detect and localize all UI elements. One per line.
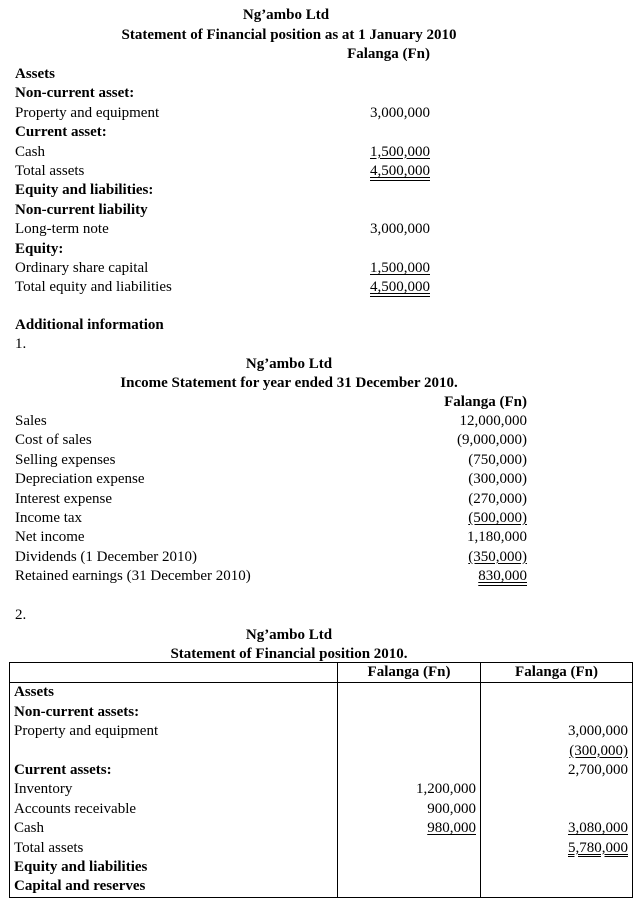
closing-row-col1 (338, 761, 481, 780)
opening-row-label-property-and-equipment: Property and equipment (15, 104, 160, 121)
closing-row-col2 (481, 722, 633, 741)
income-row-label-interest-expense: Interest expense (15, 490, 113, 507)
table-row (10, 858, 633, 877)
income-row-label-depreciation-expense: Depreciation expense (15, 471, 145, 488)
closing-col2-value: 3,080,000 (568, 820, 628, 837)
closing-row-col1 (338, 703, 481, 722)
opening-row-value: 3,000,000 (370, 221, 430, 238)
additional-item-1: 1. (15, 336, 27, 352)
closing-row-label: Accounts receivable (10, 800, 338, 819)
closing-row-col1 (338, 683, 481, 703)
closing-col2-value: (300,000) (569, 742, 628, 759)
closing-row-label: Equity and liabilities (10, 858, 338, 877)
closing-title: Statement of Financial position 2010. (170, 646, 408, 662)
opening-row-value: 4,500,000 (370, 163, 430, 179)
closing-statement-table (9, 662, 633, 898)
table-row (10, 742, 633, 761)
income-row-label-cost-of-sales: Cost of sales (15, 432, 92, 449)
closing-header-label (10, 663, 338, 683)
closing-col2-value: 2,700,000 (568, 762, 628, 779)
opening-row-label-equity: Equity: (15, 240, 64, 257)
opening-row-label-non-current-asset: Non-current asset: (15, 85, 135, 102)
income-row-value: (270,000) (468, 490, 527, 507)
income-row-value: 830,000 (478, 568, 527, 585)
table-row (10, 722, 633, 741)
table-row (10, 703, 633, 722)
opening-row-value: 4,500,000 (370, 279, 430, 296)
opening-column-header: Falanga (Fn) (347, 46, 430, 62)
income-row-value: 12,000,000 (459, 413, 527, 429)
closing-col1-value: 980,000 (427, 820, 476, 837)
opening-title: Statement of Financial position as at 1 January 2010 (121, 27, 457, 43)
income-row-value: (350,000) (468, 548, 527, 565)
closing-header-row (10, 663, 633, 683)
closing-row-col1 (338, 858, 481, 877)
closing-row-col2 (481, 839, 633, 858)
closing-row-col2 (481, 858, 633, 877)
opening-row-label-cash: Cash (15, 143, 45, 160)
income-row-value: (500,000) (468, 510, 527, 526)
closing-row-col1 (338, 877, 481, 897)
closing-row-col2 (481, 780, 633, 799)
table-row (10, 877, 633, 897)
opening-row-label-long-term-note: Long-term note (15, 221, 109, 238)
income-row-value: (750,000) (468, 451, 527, 468)
opening-row-label-total-equity-and-liabilities: Total equity and liabilities (15, 279, 172, 296)
opening-row-label-ordinary-share-capital: Ordinary share capital (15, 260, 149, 276)
additional-item-2: 2. (15, 607, 27, 623)
income-row-label-income-tax: Income tax (15, 510, 83, 526)
closing-row-col1 (338, 722, 481, 741)
closing-col2-value: 5,780,000 (568, 839, 628, 856)
income-row-value: (9,000,000) (457, 432, 527, 449)
income-company: Ng’ambo Ltd (245, 356, 333, 372)
opening-row-label-current-asset: Current asset: (15, 124, 107, 141)
closing-row-label: Current assets: (10, 761, 338, 780)
closing-row-label (10, 742, 338, 761)
opening-company: Ng’ambo Ltd (242, 7, 330, 23)
table-row (10, 819, 633, 838)
closing-row-col2 (481, 800, 633, 819)
closing-row-label: Non-current assets: (10, 703, 338, 722)
income-row-label-retained-earnings-31-december-2010: Retained earnings (31 December 2010) (15, 568, 251, 585)
closing-row-label: Cash (10, 819, 338, 838)
closing-row-col1 (338, 800, 481, 819)
table-row (10, 800, 633, 819)
closing-row-col1 (338, 742, 481, 761)
closing-col2-value: 3,000,000 (568, 723, 628, 740)
opening-row-value: 1,500,000 (370, 143, 430, 160)
closing-row-col2 (481, 761, 633, 780)
opening-row-label-equity-and-liabilities: Equity and liabilities: (15, 182, 154, 199)
income-row-label-dividends-1-december-2010: Dividends (1 December 2010) (15, 548, 198, 565)
table-row (10, 683, 633, 703)
additional-info-heading: Additional information (15, 317, 164, 333)
closing-row-label: Property and equipment (10, 722, 338, 741)
closing-row-col2 (481, 819, 633, 838)
opening-row-value: 3,000,000 (370, 104, 430, 121)
opening-row-value: 1,500,000 (370, 260, 430, 276)
closing-row-col2 (481, 742, 633, 761)
closing-row-label: Inventory (10, 780, 338, 799)
closing-row-col2 (481, 703, 633, 722)
closing-company: Ng’ambo Ltd (245, 627, 333, 643)
closing-row-label: Capital and reserves (10, 877, 338, 897)
closing-col1-value: 900,000 (427, 800, 476, 817)
closing-row-col1 (338, 780, 481, 799)
closing-row-col1 (338, 839, 481, 858)
table-row (10, 839, 633, 858)
closing-row-label: Assets (10, 683, 338, 703)
closing-col2-header: Falanga (Fn) (481, 663, 633, 683)
opening-row-label-non-current-liability: Non-current liability (15, 201, 148, 218)
income-row-label-selling-expenses: Selling expenses (15, 451, 116, 468)
income-row-label-net-income: Net income (15, 529, 85, 546)
closing-row-col2 (481, 877, 633, 897)
table-row (10, 761, 633, 780)
closing-row-label: Total assets (10, 839, 338, 858)
income-row-label-sales: Sales (15, 413, 47, 429)
income-row-value: (300,000) (468, 471, 527, 488)
income-row-value: 1,180,000 (467, 529, 527, 546)
closing-row-col2 (481, 683, 633, 703)
table-row (10, 780, 633, 799)
income-column-header: Falanga (Fn) (444, 394, 527, 410)
closing-col1-header: Falanga (Fn) (338, 663, 481, 683)
income-title: Income Statement for year ended 31 December 2010. (120, 375, 458, 391)
closing-col1-value: 1,200,000 (416, 781, 476, 798)
opening-row-label-total-assets: Total assets (15, 163, 85, 179)
opening-row-label-assets: Assets (15, 66, 55, 82)
closing-row-col1 (338, 819, 481, 838)
